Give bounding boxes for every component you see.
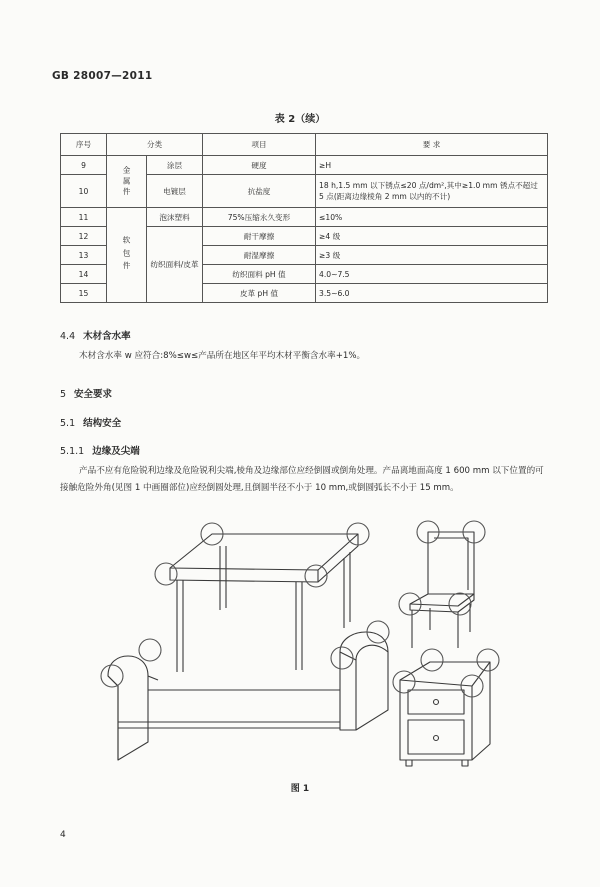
- sofa-drawing: [108, 632, 388, 760]
- paragraph-edges: 产品不应有危险锐利边缘及危险锐利尖端,棱角及边缘部位应经倒圆或倒角处理。产品离地面高度 1 600 mm 以下位置的可接触危险外角(见图 1 中画圈部位)应经倒圆处理,且倒圆半径不小于 10 mm,或倒圆弧长不小于 15 mm。: [60, 466, 544, 493]
- cell-item: 耐湿摩擦: [203, 246, 316, 265]
- cell-item: 硬度: [203, 156, 316, 175]
- cell-no: 12: [61, 227, 107, 246]
- cell-no: 15: [61, 284, 107, 303]
- category-soft-label: 软包件: [122, 236, 131, 274]
- hazard-circle: [393, 671, 415, 693]
- cell-no: 14: [61, 265, 107, 284]
- cell-sub: 涂层: [147, 156, 203, 175]
- cell-sub: 泡沫塑料: [147, 208, 203, 227]
- hazard-circle: [331, 647, 353, 669]
- hazard-circle: [139, 639, 161, 661]
- cell-sub: 电镀层: [147, 175, 203, 208]
- hazard-circle: [101, 665, 123, 687]
- cell-item: 耐干摩擦: [203, 227, 316, 246]
- table-caption: 表 2（续）: [274, 114, 326, 125]
- cell-req: ≥3 级: [316, 246, 548, 265]
- hazard-circle: [421, 649, 443, 671]
- cell-req: 18 h,1.5 mm 以下锈点≤20 点/dm²,其中≥1.0 mm 锈点不超过 5 点(距离边缘棱角 2 mm 以内的不计): [316, 175, 548, 208]
- category-metal-label: 金属件: [122, 165, 131, 198]
- cell-no: 9: [61, 156, 107, 175]
- cell-sub-textile: 纺织面料/皮革: [147, 227, 203, 303]
- cell-item: 皮革 pH 值: [203, 284, 316, 303]
- heading-number: 5.1: [60, 418, 76, 429]
- cell-req: ≥4 级: [316, 227, 548, 246]
- cell-req: 4.0~7.5: [316, 265, 548, 284]
- heading-number: 5.1.1: [60, 446, 85, 457]
- col-header-item: 项目: [203, 134, 316, 156]
- cell-item: 纺织面料 pH 值: [203, 265, 316, 284]
- cell-no: 10: [61, 175, 107, 208]
- cell-req: 3.5~6.0: [316, 284, 548, 303]
- cell-item: 抗盐度: [203, 175, 316, 208]
- heading-title: 边缘及尖端: [92, 446, 140, 457]
- col-header-requirement: 要 求: [316, 134, 548, 156]
- cell-no: 13: [61, 246, 107, 265]
- page-number: 4: [60, 830, 66, 840]
- figure-caption: 图 1: [290, 784, 310, 794]
- heading-number: 5: [60, 389, 67, 400]
- hazard-circles: [101, 521, 499, 697]
- heading-number: 4.4: [60, 331, 76, 342]
- cell-item: 75%压缩永久变形: [203, 208, 316, 227]
- paragraph-moisture: 木材含水率 w 应符合:8%≤w≤产品所在地区年平均木材平衡含水率+1%。: [79, 351, 366, 361]
- hazard-circle: [155, 563, 177, 585]
- cell-req: ≥H: [316, 156, 548, 175]
- heading-title: 木材含水率: [83, 331, 131, 342]
- cell-req: ≤10%: [316, 208, 548, 227]
- chair-drawing: [410, 532, 474, 648]
- col-header-category: 分类: [107, 134, 203, 156]
- heading-title: 安全要求: [74, 389, 113, 400]
- cell-no: 11: [61, 208, 107, 227]
- standard-header: GB 28007—2011: [52, 70, 153, 82]
- heading-title: 结构安全: [83, 418, 122, 429]
- col-header-no: 序号: [61, 134, 107, 156]
- table-drawing: [170, 534, 358, 672]
- hazard-circle: [305, 565, 327, 587]
- hazard-circle: [477, 649, 499, 671]
